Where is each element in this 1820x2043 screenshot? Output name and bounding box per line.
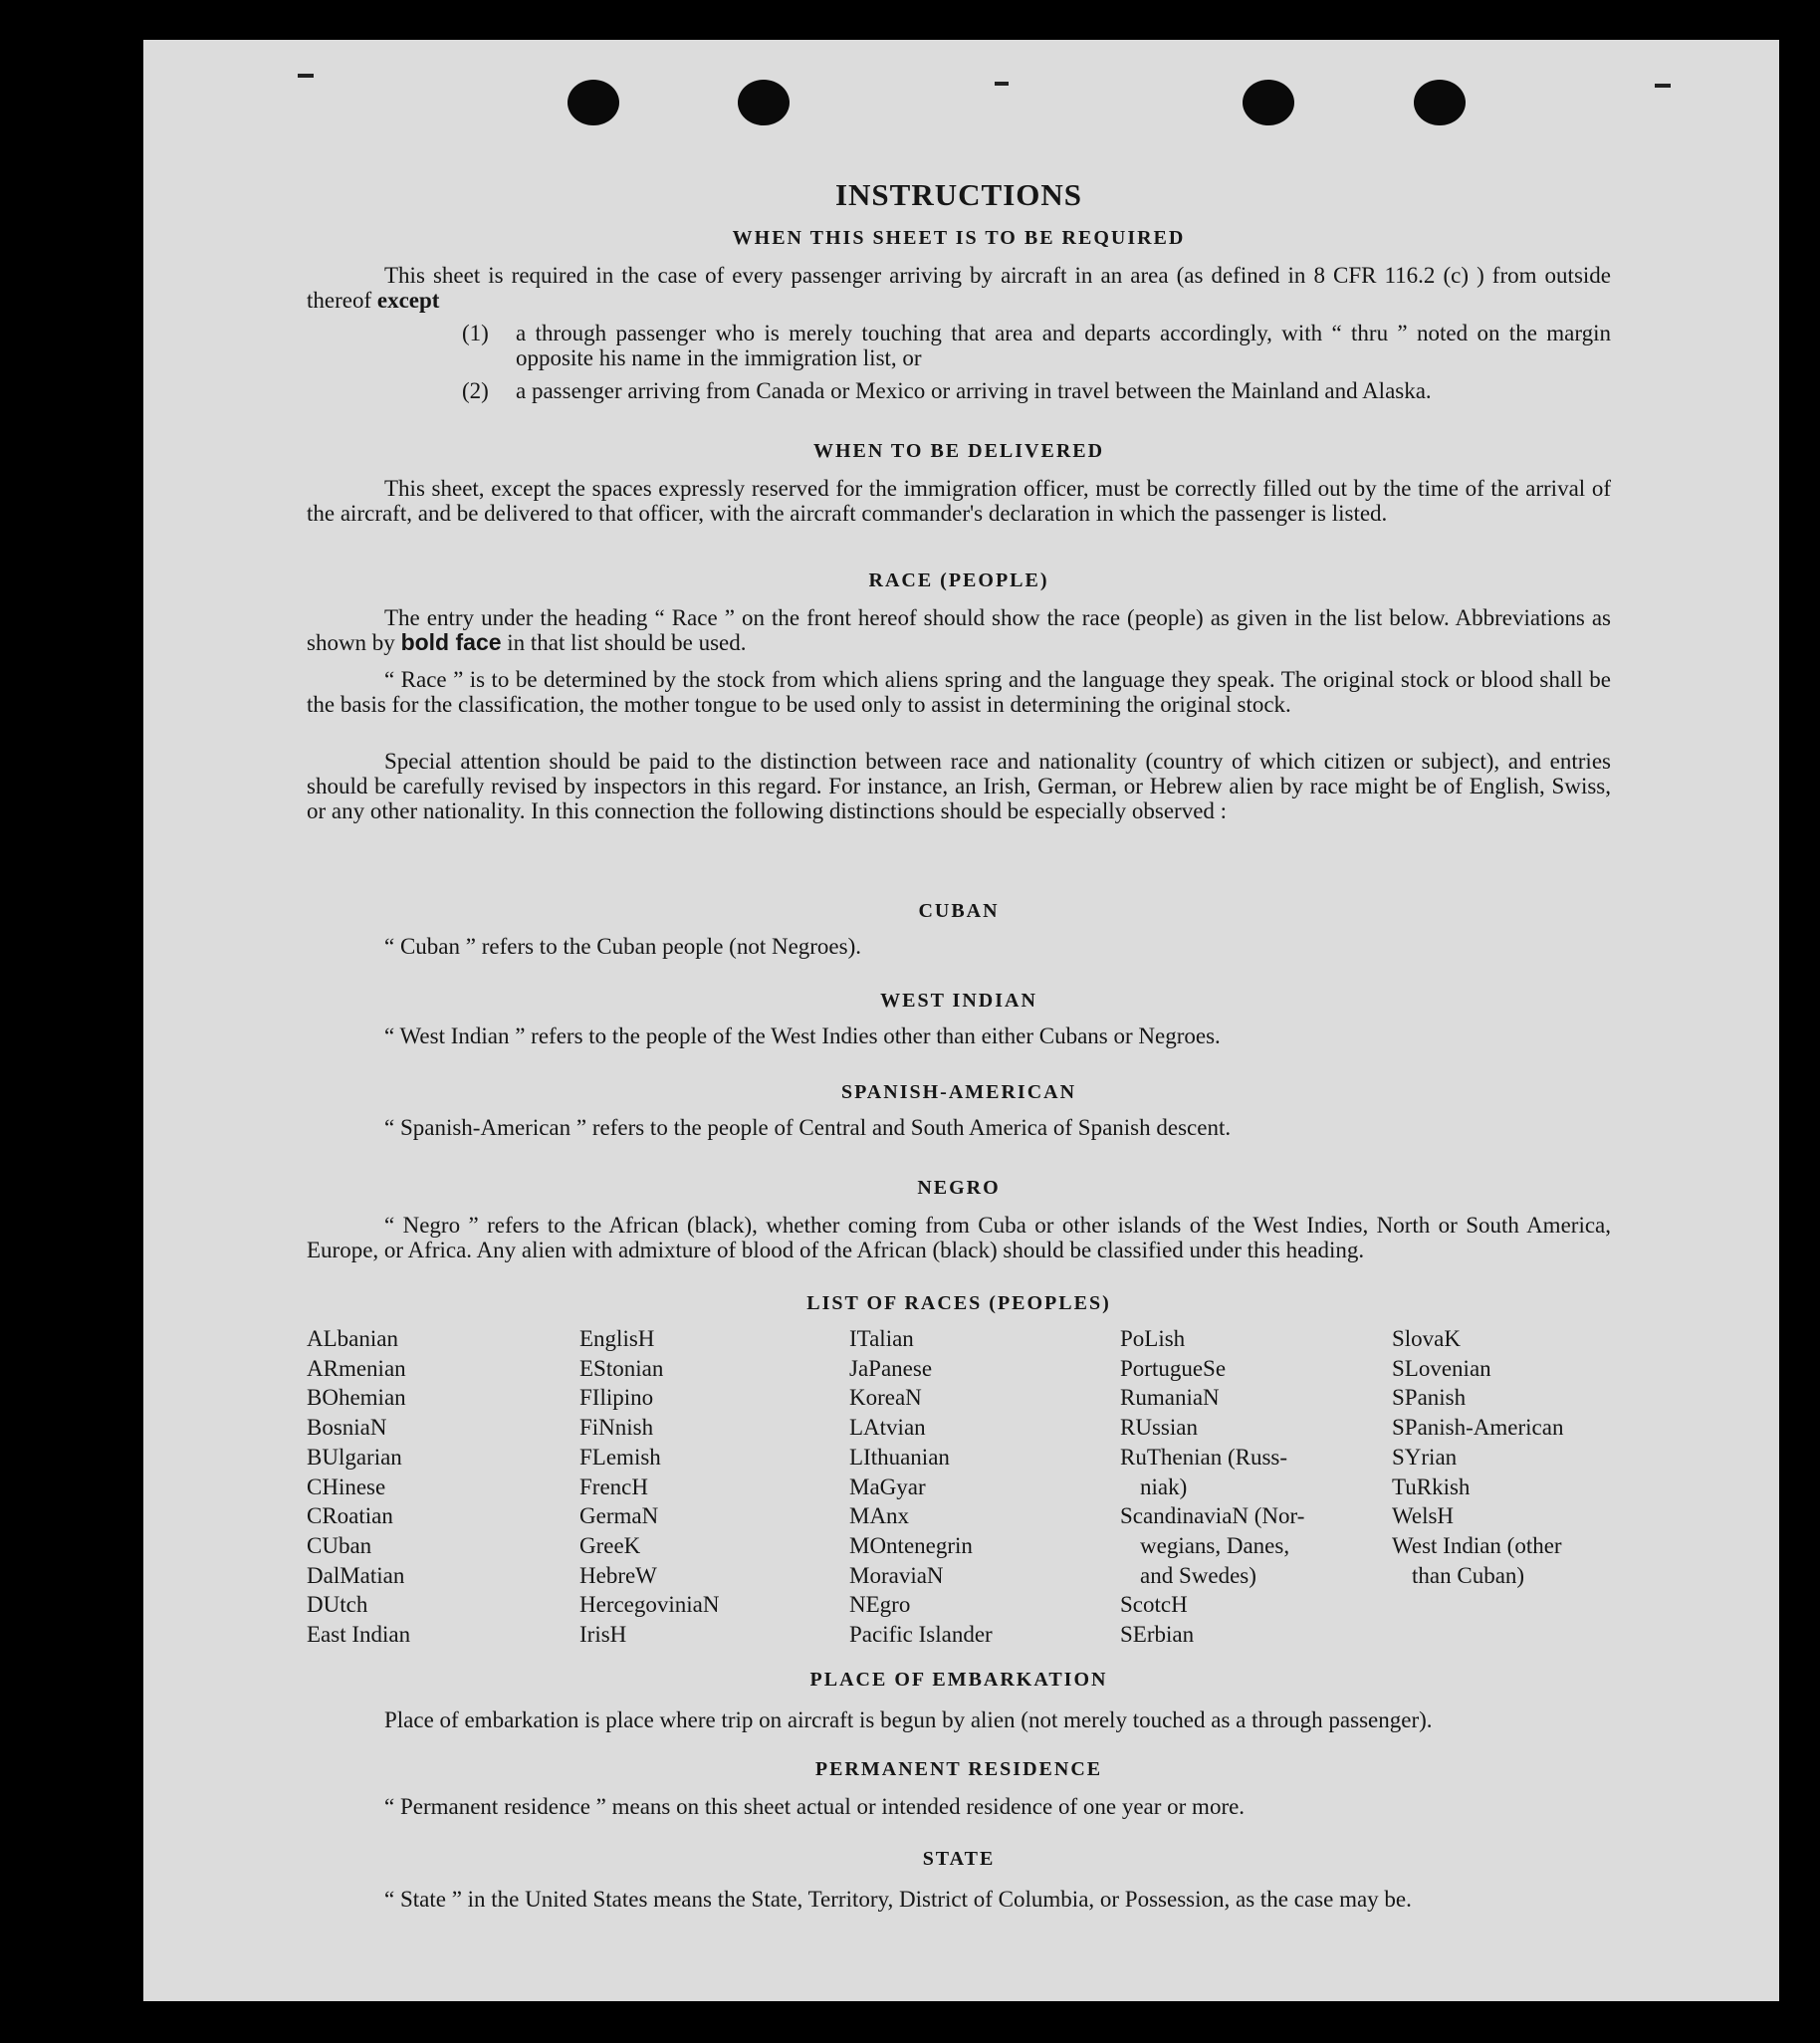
race-entry: FiNnish <box>579 1415 654 1441</box>
race-entry: SLovenian <box>1392 1355 1491 1381</box>
item-number: (2) <box>462 378 489 403</box>
paragraph-race-3: Special attention should be paid to the distinction between race and nationality (country of which citizen or subject), and entries should be carefully revised by inspectors in this regard. For instance, an Irish, German, or Hebrew alien by race might be of English, Swiss, or any other nationality. In this connection the following distinctions should be especially observed : <box>307 749 1611 823</box>
text-run: The entry under the heading “ Race ” on the front hereof should show the race (people) as given in the list below. Abbreviations as shown by <box>307 605 1611 655</box>
race-entry: FrencH <box>579 1474 648 1499</box>
paragraph-residence: “ Permanent residence ” means on this sheet actual or intended residence of one year or more. <box>384 1794 1246 1819</box>
race-entry: FIlipino <box>579 1385 654 1411</box>
race-entry: CUban <box>307 1532 372 1558</box>
race-entry: RuThenian (Russ- <box>1120 1444 1288 1470</box>
heading-when-delivered: WHEN TO BE DELIVERED <box>812 440 1105 462</box>
race-entry: Pacific Islander <box>849 1622 993 1648</box>
punch-hole <box>568 80 619 125</box>
punch-hole <box>1243 80 1294 125</box>
heading-cuban: CUBAN <box>918 900 1000 922</box>
heading-west-indian: WEST INDIAN <box>880 990 1037 1012</box>
race-entry: HebreW <box>579 1562 657 1588</box>
paragraph-west-indian: “ West Indian ” refers to the people of the West Indies other than either Cubans or Negroes. <box>384 1023 1221 1048</box>
heading-race: RACE (PEOPLE) <box>868 569 1049 591</box>
race-entry: SErbian <box>1120 1622 1195 1648</box>
race-entry: ARmenian <box>307 1355 406 1381</box>
race-entry: TuRkish <box>1392 1474 1471 1499</box>
race-entry: MoraviaN <box>849 1562 944 1588</box>
race-column-2 <box>579 1324 720 1650</box>
race-entry: LAtvian <box>849 1415 926 1441</box>
paragraph-race-1 <box>307 605 1611 655</box>
race-entry: than Cuban) <box>1412 1562 1525 1588</box>
race-entry: East Indian <box>307 1622 411 1648</box>
race-entry: ALbanian <box>307 1326 398 1351</box>
heading-spanish-american: SPANISH-AMERICAN <box>840 1081 1077 1103</box>
race-entry: ITalian <box>849 1326 914 1351</box>
race-entry: GermaN <box>579 1503 659 1529</box>
race-entry: CHinese <box>307 1474 386 1499</box>
item-text: a passenger arriving from Canada or Mexico or arriving in travel between the Mainland and Alaska. <box>516 378 1432 403</box>
paragraph-state: “ State ” in the United States means the State, Territory, District of Columbia, or Possession, as the case may be. <box>384 1887 1412 1912</box>
race-column-4 <box>1120 1324 1304 1650</box>
paragraph-embarkation: Place of embarkation is place where trip on aircraft is begun by alien (not merely touched as a through passenger). <box>384 1707 1433 1732</box>
race-entry: BUlgarian <box>307 1444 402 1470</box>
heading-when-required: WHEN THIS SHEET IS TO BE REQUIRED <box>732 227 1186 249</box>
race-entry: RumaniaN <box>1120 1385 1220 1411</box>
race-entry: DUtch <box>307 1592 368 1618</box>
race-entry: KoreaN <box>849 1385 922 1411</box>
race-entry: BOhemian <box>307 1385 406 1411</box>
race-entry: SYrian <box>1392 1444 1458 1470</box>
scan-speck <box>298 74 314 78</box>
heading-negro: NEGRO <box>917 1177 1001 1199</box>
race-entry: and Swedes) <box>1140 1562 1256 1588</box>
heading-list-of-races: LIST OF RACES (PEOPLES) <box>806 1292 1111 1314</box>
race-entry: IrisH <box>579 1622 627 1648</box>
race-entry: FLemish <box>579 1444 661 1470</box>
punch-hole <box>1414 80 1466 125</box>
scan-speck <box>995 82 1009 86</box>
race-column-5 <box>1392 1324 1563 1590</box>
paragraph-required <box>307 263 1611 313</box>
race-entry: PoLish <box>1120 1326 1186 1351</box>
race-entry: wegians, Danes, <box>1140 1532 1290 1558</box>
race-entry: HercegoviniaN <box>579 1592 720 1618</box>
race-entry: EnglisH <box>579 1326 655 1351</box>
race-column-3 <box>849 1324 993 1650</box>
race-entry: LIthuanian <box>849 1444 950 1470</box>
text-run: in that list should be used. <box>501 630 747 655</box>
race-entry: GreeK <box>579 1532 641 1558</box>
race-entry: ScotcH <box>1120 1592 1188 1618</box>
race-entry: NEgro <box>849 1592 911 1618</box>
race-entry: MAnx <box>849 1503 910 1529</box>
race-entry: MOntenegrin <box>849 1532 973 1558</box>
race-entry: BosniaN <box>307 1415 387 1441</box>
paragraph-delivered: This sheet, except the spaces expressly reserved for the immigration officer, must be correctly filled out by the time of the arrival of the aircraft, and be delivered to that officer, with the aircraft commander's declaration in which the passenger is listed. <box>307 476 1611 526</box>
heading-permanent-residence: PERMANENT RESIDENCE <box>814 1758 1103 1780</box>
race-entry: niak) <box>1140 1474 1188 1499</box>
paragraph-cuban: “ Cuban ” refers to the Cuban people (not Negroes). <box>384 934 862 959</box>
race-entry: DalMatian <box>307 1562 405 1588</box>
race-entry: RUssian <box>1120 1415 1198 1441</box>
paragraph-negro: “ Negro ” refers to the African (black), whether coming from Cuba or other islands of the West Indies, North or South America, Europe, or Africa. Any alien with admixture of blood of the African (black) should be classified under this heading. <box>307 1213 1611 1262</box>
paragraph-race-2: “ Race ” is to be determined by the stock from which aliens spring and the language they speak. The original stock or blood shall be the basis for the classification, the mother tongue to be used only to assist in determining the original stock. <box>307 667 1611 717</box>
race-entry: SPanish-American <box>1392 1415 1564 1441</box>
race-entry: MaGyar <box>849 1474 926 1499</box>
punch-hole <box>738 80 790 125</box>
race-entry: JaPanese <box>849 1355 933 1381</box>
paragraph-spanish-american: “ Spanish-American ” refers to the people of Central and South America of Spanish descent. <box>384 1115 1232 1140</box>
heading-place-of-embarkation: PLACE OF EMBARKATION <box>809 1669 1108 1691</box>
race-entry: ScandinaviaN (Nor- <box>1120 1503 1305 1529</box>
bold-text: except <box>376 288 440 313</box>
page-title: INSTRUCTIONS <box>834 177 1082 212</box>
scan-speck <box>1655 84 1671 88</box>
race-entry: PortugueSe <box>1120 1355 1227 1381</box>
item-text: a through passenger who is merely touching that area and departs accordingly, with “ thru ” noted on the margin opposite his name in the immigration list, or <box>516 321 1611 370</box>
race-entry: SlovaK <box>1392 1326 1461 1351</box>
race-entry: EStonian <box>579 1355 664 1381</box>
text-run: This sheet is required in the case of every passenger arriving by aircraft in an area (as defined in 8 CFR 116.2 (c) ) from outside thereof <box>307 263 1611 313</box>
race-entry: WelsH <box>1392 1503 1455 1529</box>
document-page <box>143 40 1779 2001</box>
bold-text: bold face <box>400 629 502 655</box>
race-entry: SPanish <box>1392 1385 1467 1411</box>
race-entry: CRoatian <box>307 1503 393 1529</box>
heading-state: STATE <box>922 1848 996 1870</box>
item-number: (1) <box>462 321 489 345</box>
race-column-1 <box>307 1324 410 1650</box>
race-entry: West Indian (other <box>1392 1532 1562 1558</box>
